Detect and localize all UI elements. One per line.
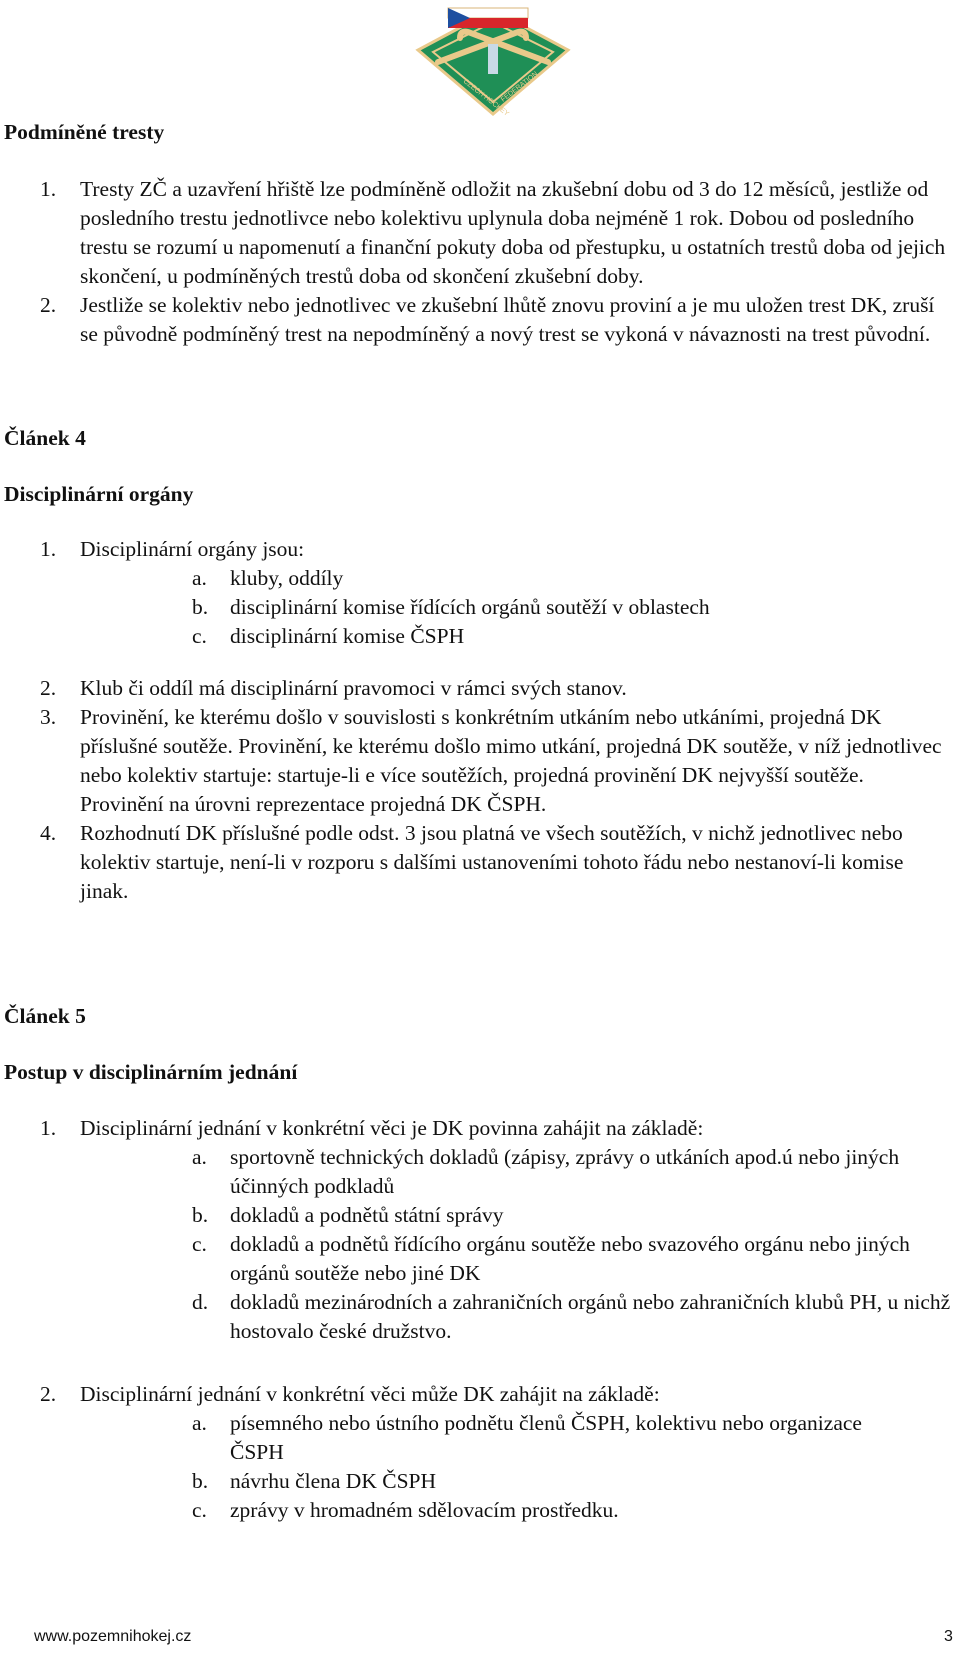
sublist-letter: b. xyxy=(192,1203,209,1227)
list-text: Provinění, ke kterému došlo v souvislosti s konkrétním utkáním nebo utkáními, projedná DK příslušné soutěže. Provinění, ke kterému došlo mimo utkání, projedná DK soutěže, v níž jednotlivec nebo kolektiv startuje: startuje-li e více soutěžích, projedná provinění DK nejvyšší soutěže. Provinění na úrovni reprezentace projedná DK ČSPH. xyxy=(80,705,942,816)
list-text: Klub či oddíl má disciplinární pravomoci v rámci svých stanov. xyxy=(80,676,627,700)
clanek4-sublist xyxy=(0,564,950,651)
sublist-text: zprávy v hromadném sdělovacím prostředku. xyxy=(230,1498,619,1522)
list-item xyxy=(0,1380,950,1409)
list-number: 2. xyxy=(40,676,57,700)
clanek5-list xyxy=(0,1114,950,1143)
sublist-item xyxy=(0,1143,955,1201)
clanek5-list-2 xyxy=(0,1380,950,1409)
clanek4-list-continued xyxy=(0,674,950,906)
list-item xyxy=(0,1114,950,1143)
page-number: 3 xyxy=(944,1628,953,1645)
sublist-text: písemného nebo ústního podnětu členů ČSPH, kolektivu nebo organizace ČSPH xyxy=(230,1411,862,1464)
sublist-item xyxy=(0,1409,900,1467)
article-4-label: Článek 4 xyxy=(4,426,86,450)
list-number: 2. xyxy=(40,293,57,317)
list-number: 1. xyxy=(40,1116,57,1140)
list-text: Disciplinární jednání v konkrétní věci je DK povinna zahájit na základě: xyxy=(80,1116,704,1140)
sublist-letter: b. xyxy=(192,1469,209,1493)
sublist-letter: b. xyxy=(192,595,209,619)
sublist-item xyxy=(0,593,950,622)
sublist-text: dokladů a podnětů řídícího orgánu soutěže nebo svazového orgánu nebo jiných orgánů soutěže nebo jiné DK xyxy=(230,1232,910,1285)
list-number: 4. xyxy=(40,821,57,845)
logo-text-federation: FEDERATION xyxy=(499,70,540,104)
sublist-letter: a. xyxy=(192,1411,207,1435)
sublist-item xyxy=(0,1467,900,1496)
heading-podminene-tresty: Podmíněné tresty xyxy=(4,120,165,144)
list-text: Jestliže se kolektiv nebo jednotlivec ve zkušební lhůtě znovu proviní a je mu uložen trest DK, zruší se původně podmíněný trest na nepodmíněný a nový trest se vykoná v návaznosti na trest původní. xyxy=(80,293,935,346)
heading-disciplinarni-organy: Disciplinární orgány xyxy=(4,482,194,506)
sublist-text: disciplinární komise řídících orgánů soutěží v oblastech xyxy=(230,595,710,619)
sublist-item xyxy=(0,564,950,593)
sublist-text: sportovně technických dokladů (zápisy, zprávy o utkáních apod.ú nebo jiných účinných podkladů xyxy=(230,1145,900,1198)
article-5-label: Článek 5 xyxy=(4,1004,86,1028)
list-item xyxy=(0,175,950,291)
list-text: Rozhodnutí DK příslušné podle odst. 3 jsou platná ve všech soutěžích, v nichž jednotlivec nebo kolektiv startuje, není-li v rozporu s dalšími ustanoveními tohoto řádu nebo nestanoví-li komise jinak. xyxy=(80,821,904,903)
list-number: 1. xyxy=(40,177,57,201)
czech-hockey-federation-logo xyxy=(408,2,578,120)
sublist-item xyxy=(0,1288,955,1346)
list-item xyxy=(0,674,950,703)
sublist-letter: c. xyxy=(192,1232,207,1256)
list-text: Disciplinární orgány jsou: xyxy=(80,537,305,561)
sublist-text: dokladů a podnětů státní správy xyxy=(230,1203,504,1227)
list-text: Tresty ZČ a uzavření hřiště lze podmíněně odložit na zkušební dobu od 3 do 12 měsíců, jestliže od posledního trestu jednotlivce nebo kolektivu uplynula doba nejméně 1 rok. Dobou od posledního trestu se rozumí u napomenutí a finanční pokuty doba od přestupku, u ostatních trestů doba od jejich skončení, u podmíněných trestů doba od skončení zkušební doby. xyxy=(80,177,946,288)
sublist-text: dokladů mezinárodních a zahraničních orgánů nebo zahraničních klubů PH, u nichž hostovalo české družstvo. xyxy=(230,1290,951,1343)
clanek4-list xyxy=(0,535,950,564)
list-text: Disciplinární jednání v konkrétní věci může DK zahájit na základě: xyxy=(80,1382,660,1406)
sublist-letter: a. xyxy=(192,1145,207,1169)
sublist-text: návrhu člena DK ČSPH xyxy=(230,1469,437,1493)
list-number: 1. xyxy=(40,537,57,561)
sublist-text: disciplinární komise ČSPH xyxy=(230,624,465,648)
sublist-item xyxy=(0,1201,955,1230)
sublist-text: kluby, oddíly xyxy=(230,566,344,590)
sublist-item xyxy=(0,1230,955,1288)
footer-website-link[interactable]: www.pozemnihokej.cz xyxy=(34,1628,192,1645)
podminene-list xyxy=(0,175,950,349)
sublist-item xyxy=(0,1496,900,1525)
list-item xyxy=(0,703,950,819)
sublist-item xyxy=(0,622,950,651)
sublist-letter: d. xyxy=(192,1290,209,1314)
sublist-letter: a. xyxy=(192,566,207,590)
list-number: 3. xyxy=(40,705,57,729)
sublist-letter: c. xyxy=(192,624,207,648)
list-item xyxy=(0,291,950,349)
sublist-letter: c. xyxy=(192,1498,207,1522)
clanek5-sublist-1 xyxy=(0,1143,955,1346)
heading-postup: Postup v disciplinárním jednání xyxy=(4,1060,298,1084)
logo-text-czech-hockey: CZECH HOCKEY xyxy=(461,78,510,118)
list-item xyxy=(0,535,950,564)
clanek5-sublist-2 xyxy=(0,1409,900,1525)
list-item xyxy=(0,819,950,906)
list-number: 2. xyxy=(40,1382,57,1406)
